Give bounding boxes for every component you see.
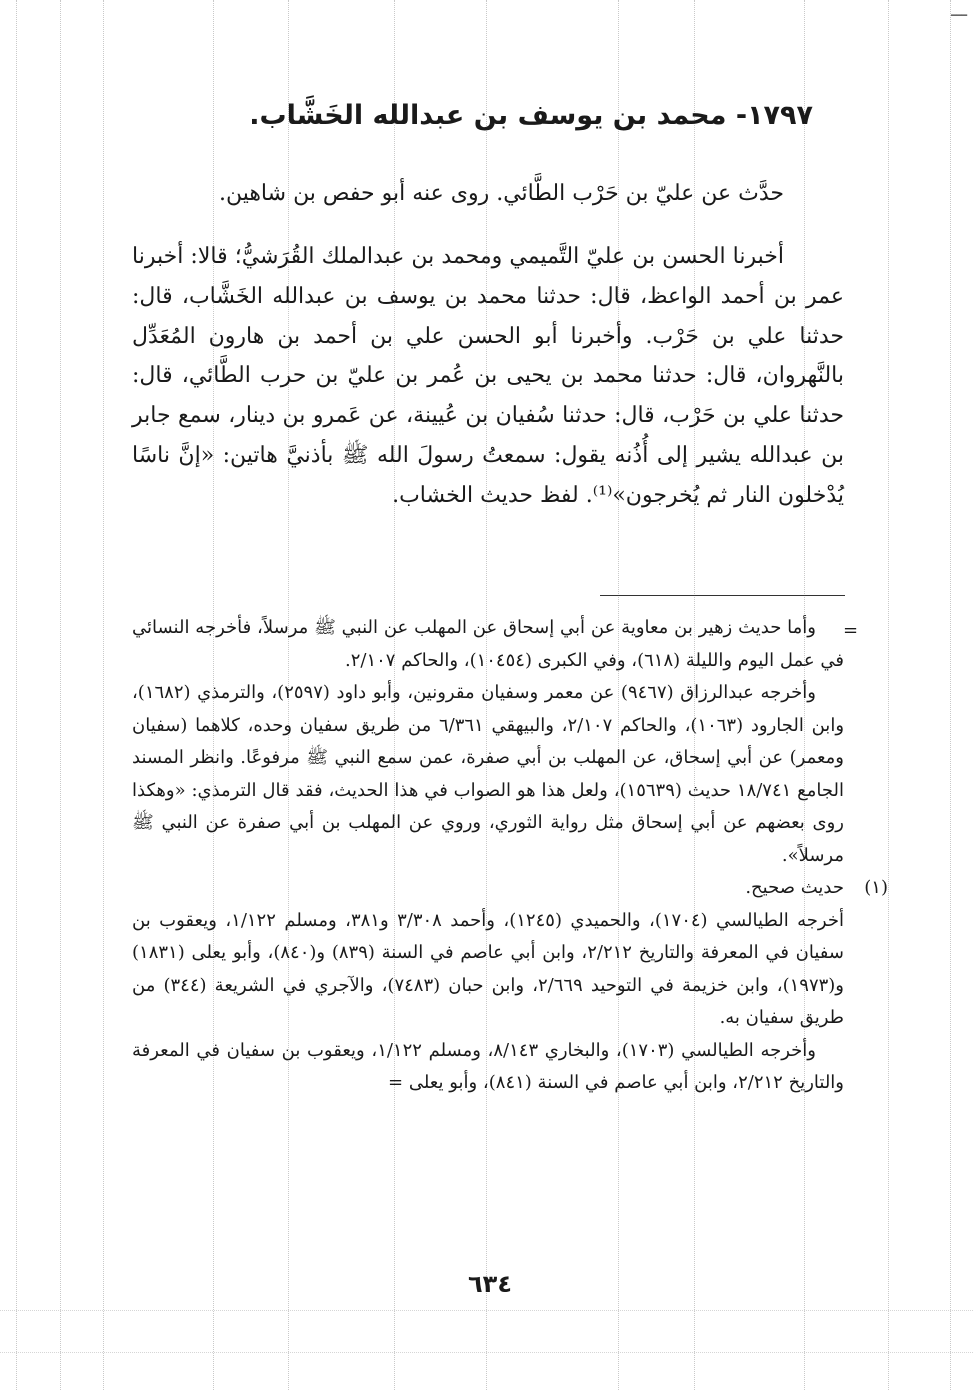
scan-guide-line <box>888 0 889 1390</box>
continuation-mark: = <box>843 620 859 641</box>
footnote-paragraph: وأخرجه عبدالرزاق (٩٤٦٧) عن معمر وسفيان مقرونين، وأبو داود (٢٥٩٧)، والترمذي (١٦٨٢)، وابن الجارود (١٠٦٣)، والحاكم ٢/١٠٧، والبيهقي ٦/٣٦١ من طريق سفيان وحده، كلاهما (سفيان ومعمر) عن أبي إسحاق، عن المهلب بن أبي صفرة، عمن سمع النبي ﷺ مرفوعًا. وانظر المسند الجامع ١٨/٧٤١ حديث (١٥٦٣٩)، ولعل هذا هو الصواب في هذا الحديث، فقد قال الترمذي: «وهكذا روى بعضهم عن أبي إسحاق مثل رواية الثوري، وروي عن المهلب بن أبي صفرة عن النبي ﷺ مرسلاً». <box>132 682 845 866</box>
scan-guide-line <box>60 0 61 1390</box>
page-number: ٦٣٤ <box>468 1270 512 1298</box>
footnote-paragraph: وأما حديث زهير بن معاوية عن أبي إسحاق عن المهلب عن النبي ﷺ مرسلاً، فأخرجه النسائي في عمل اليوم والليلة (٦١٨)، وفي الكبرى (١٠٤٥٤)، والحاكم ٢/١٠٧. <box>132 617 844 671</box>
entry-heading: ١٧٩٧- محمد بن يوسف بن عبدالله الخَشَّاب. <box>249 100 813 131</box>
footnote-separator <box>600 595 845 596</box>
scan-guide-line <box>0 1310 973 1311</box>
scan-guide-line <box>103 0 104 1390</box>
footnotes <box>132 612 888 1100</box>
scan-guide-line <box>16 0 17 1390</box>
footnote-number: (١) <box>864 877 888 898</box>
footnote-paragraph: وأخرجه الطيالسي (١٧٠٣)، والبخاري ٨/١٤٣، ومسلم ١/١٢٢، ويعقوب بن سفيان في المعرفة والتاريخ ٢/٢١٢، وابن أبي عاصم في السنة (٨٤١)، وأبو يعلى = <box>132 1039 844 1093</box>
footnote-grade: حديث صحيح. <box>745 877 844 898</box>
main-paragraph: أخبرنا الحسن بن عليّ التَّميمي ومحمد بن عبدالملك القُرَشيُّ؛ قالا: أخبرنا عمر بن أحمد الواعظ، قال: حدثنا محمد بن يوسف بن عبدالله الخَشَّاب، قال: حدثنا علي بن حَرْب. وأخبرنا أبو الحسن علي بن أحمد بن هارون المُعَدِّل بالنَّهروان، قال: حدثنا محمد بن يحيى بن عُمر بن عليّ بن حرب الطَّائي، قال: حدثنا علي بن حَرْب، قال: حدثنا سُفيان بن عُيينة، عن عَمرو بن دينار، سمع جابر بن عبدالله يشير إلى أُذُنه يقول: سمعتُ رسولَ الله ﷺ بأذنيَّ هاتين: «إنَّ ناسًا يُدْخلون النار ثم يُخرجون»⁽¹⁾. لفظ حديث الخشاب. <box>132 244 844 508</box>
scan-guide-line <box>0 1352 973 1353</box>
footnote-1-header <box>132 872 888 905</box>
corner-mark: ـــ <box>951 0 967 21</box>
intro-paragraph: حدَّث عن عليّ بن حَرْب الطَّائي. روى عنه أبو حفص بن شاهين. <box>218 181 784 206</box>
scan-guide-line <box>950 0 951 1390</box>
footnote-paragraph: أخرجه الطيالسي (١٧٠٤)، والحميدي (١٢٤٥)، وأحمد ٣/٣٠٨ و٣٨١، ومسلم ١/١٢٢، ويعقوب بن سفيان في المعرفة والتاريخ ٢/٢١٢، وابن أبي عاصم في السنة (٨٣٩) و(٨٤٠)، وأبو يعلى (١٨٣١) و(١٩٧٣)، وابن خزيمة في التوحيد ٢/٦٦٩، وابن حبان (٧٤٨٣)، والآجري في الشريعة (٣٤٤) من طريق سفيان به. <box>132 909 844 1028</box>
